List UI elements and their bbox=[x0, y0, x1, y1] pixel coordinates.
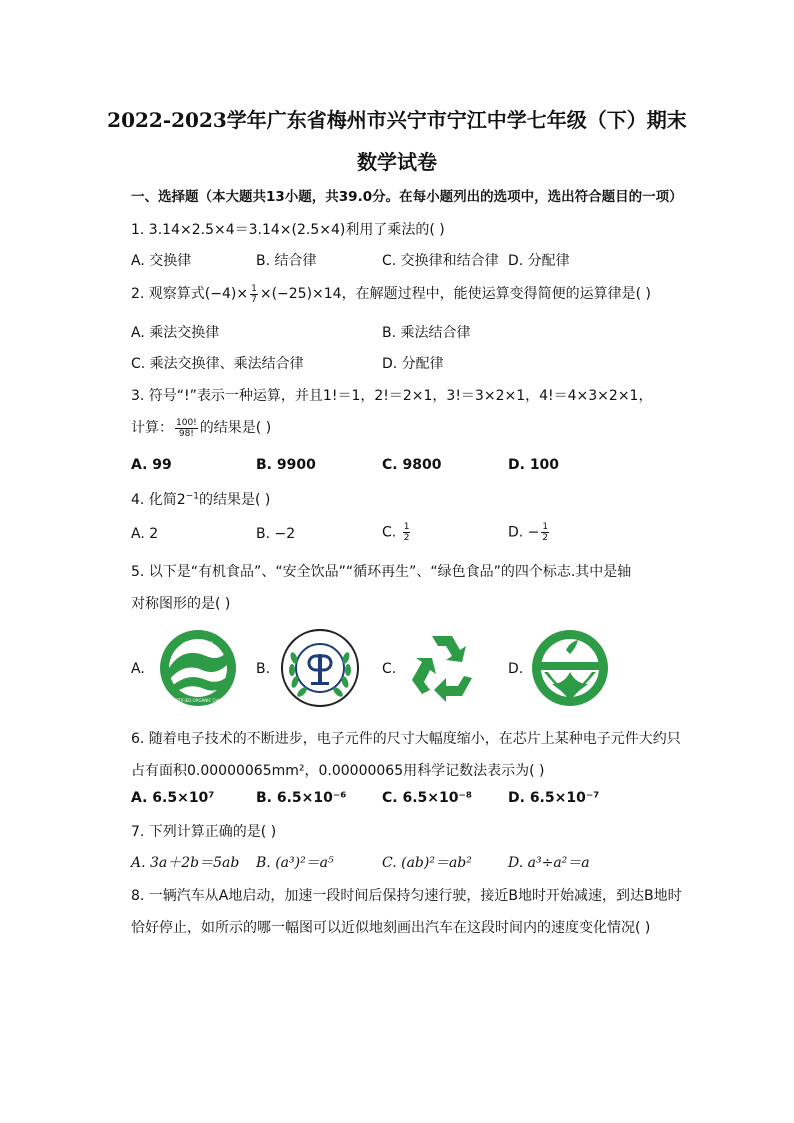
question-4-option-c bbox=[382, 522, 412, 543]
question-2-stem bbox=[131, 283, 651, 305]
section-heading-choice: 一、选择题（本大题共13小题，共39.0分。在每小题列出的选项中，选出符合题目的一项） bbox=[131, 189, 683, 205]
question-3-option-d: D. 100 bbox=[508, 457, 560, 473]
organic-logo-text: 有机食品 bbox=[182, 641, 214, 650]
question-5-option-d: D. bbox=[508, 661, 524, 677]
question-5-option-c: C. bbox=[382, 661, 397, 677]
question-7-option-a: A. 3a＋2b＝5ab bbox=[131, 855, 240, 871]
question-5-stem-line2: 对称图形的是( ) bbox=[131, 596, 231, 612]
question-3-stem2-part-a: 计算： bbox=[131, 420, 173, 436]
question-4-exponent: −1 bbox=[185, 491, 199, 502]
question-4-stem-part-a: 4. 化简2 bbox=[131, 492, 186, 508]
question-6-option-d: D. 6.5×10⁻⁷ bbox=[508, 790, 600, 806]
question-7-stem: 7. 下列计算正确的是( ) bbox=[131, 824, 277, 840]
recycling-logo-icon bbox=[402, 628, 482, 708]
fraction-numerator: 1 bbox=[403, 522, 410, 532]
question-7-option-b: B. (a³)²＝a⁵ bbox=[256, 855, 334, 871]
question-6-option-a: A. 6.5×10⁷ bbox=[131, 790, 215, 806]
fraction-numerator: 1 bbox=[542, 522, 549, 532]
question-8-stem-line2: 恰好停止，如所示的哪一幅图可以近似地刻画出汽车在这段时间内的速度变化情况( ) bbox=[131, 920, 651, 936]
option-label: D. − bbox=[508, 524, 540, 541]
question-2-option-b: B. 乘法结合律 bbox=[382, 325, 471, 341]
question-2-option-a: A. 乘法交换律 bbox=[131, 325, 220, 341]
question-7-option-d: D. a³÷a²＝a bbox=[508, 855, 590, 871]
question-3-option-b: B. 9900 bbox=[256, 457, 316, 473]
safe-drink-logo-icon bbox=[280, 628, 360, 708]
fraction-numerator: 1 bbox=[251, 283, 257, 294]
question-4-option-d bbox=[508, 522, 551, 543]
organic-logo-ring-text: CERTIFIED ORGANIC CHINA bbox=[170, 698, 226, 703]
question-4-stem-part-b: 的结果是( ) bbox=[199, 492, 271, 508]
question-3-stem: 3. 符号“!”表示一种运算，并且1!＝1，2!＝2×1，3!＝3×2×1，4!＝4×3×2×1， bbox=[131, 388, 653, 404]
question-3-option-c: C. 9800 bbox=[382, 457, 442, 473]
question-3-stem-line2 bbox=[131, 417, 271, 439]
question-7-option-c: C. (ab)²＝ab² bbox=[382, 855, 472, 871]
option-label: C. bbox=[382, 524, 397, 541]
question-3-stem2-part-b: 的结果是( ) bbox=[199, 420, 272, 436]
question-5-stem: 5. 以下是“有机食品”、“安全饮品”“循环再生”、“绿色食品”的四个标志.其中是轴 bbox=[131, 564, 632, 580]
question-2-fraction bbox=[250, 284, 258, 305]
question-1-option-c: C. 交换律和结合律 bbox=[382, 253, 499, 269]
organic-food-logo-icon bbox=[158, 628, 238, 708]
fraction-half bbox=[403, 522, 411, 543]
question-2-option-d: D. 分配律 bbox=[382, 356, 444, 372]
question-4-option-a: A. 2 bbox=[131, 526, 159, 542]
question-6-option-b: B. 6.5×10⁻⁶ bbox=[256, 790, 347, 806]
fraction-half bbox=[541, 522, 549, 543]
exam-title-line1: 2022-2023学年广东省梅州市兴宁市宁江中学七年级（下）期末 bbox=[107, 108, 687, 132]
question-2-option-c: C. 乘法交换律、乘法结合律 bbox=[131, 356, 304, 372]
question-6-stem: 6. 随着电子技术的不断进步，电子元件的尺寸大幅度缩小，在芯片上某种电子元件大约只 bbox=[131, 731, 681, 747]
fraction-numerator: 100! bbox=[176, 417, 197, 428]
fraction-denominator: 2 bbox=[542, 533, 549, 543]
question-3-option-a: A. 99 bbox=[131, 457, 172, 473]
fraction-denominator: 2 bbox=[403, 533, 410, 543]
question-2-stem-part-a: 2. 观察算式(−4)× bbox=[131, 286, 249, 302]
question-6-option-c: C. 6.5×10⁻⁸ bbox=[382, 790, 473, 806]
question-4-stem bbox=[131, 489, 270, 509]
question-1-option-b: B. 结合律 bbox=[256, 253, 317, 269]
exam-title-line2: 数学试卷 bbox=[357, 150, 437, 174]
question-6-stem-line2: 占有面积0.00000065mm²，0.00000065用科学记数法表示为( ) bbox=[131, 763, 545, 779]
question-4-option-b: B. −2 bbox=[256, 526, 296, 542]
fraction-denominator: 98! bbox=[178, 428, 194, 439]
question-5-option-a: A. bbox=[131, 661, 145, 677]
green-food-logo-icon bbox=[530, 628, 610, 708]
question-8-stem: 8. 一辆汽车从A地启动，加速一段时间后保持匀速行驶，接近B地时开始减速，到达B地时 bbox=[131, 888, 682, 904]
question-1-option-a: A. 交换律 bbox=[131, 253, 192, 269]
question-3-fraction bbox=[175, 418, 198, 439]
question-5-option-b: B. bbox=[256, 661, 271, 677]
fraction-denominator: 7 bbox=[251, 294, 257, 305]
question-2-stem-part-b: ×(−25)×14，在解题过程中，能使运算变得简便的运算律是( ) bbox=[259, 286, 651, 302]
question-1-option-d: D. 分配律 bbox=[508, 253, 570, 269]
question-1-stem: 1. 3.14×2.5×4＝3.14×(2.5×4)利用了乘法的( ) bbox=[131, 222, 445, 238]
